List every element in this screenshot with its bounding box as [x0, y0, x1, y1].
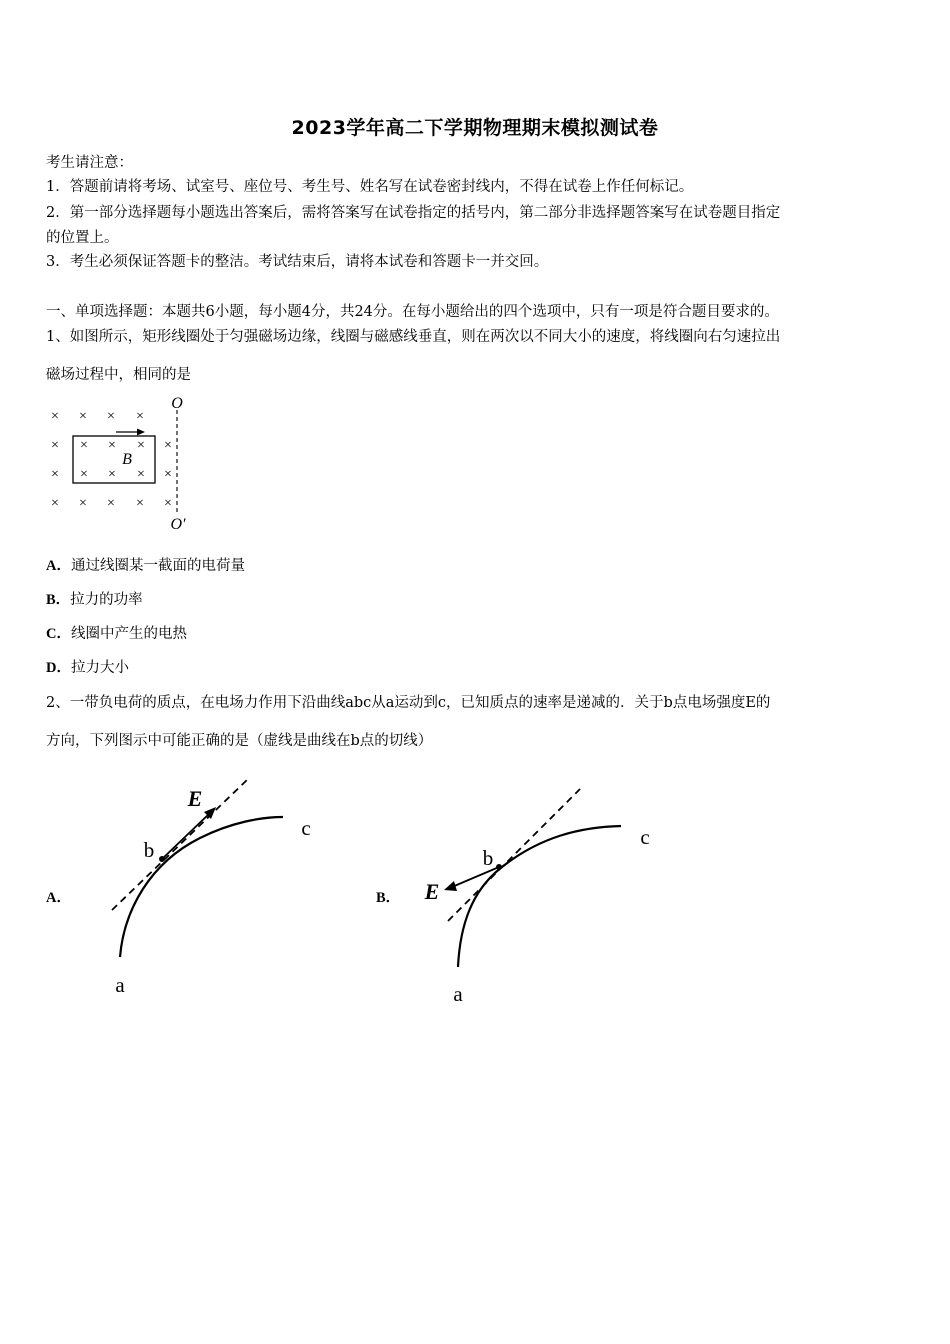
label-e: E	[424, 879, 440, 904]
tangent-dashed-line	[448, 789, 580, 921]
q2-stem-line2: 方向，下列图示中可能正确的是（虚线是曲线在b点的切线）	[46, 733, 433, 749]
notice-item: 1．答题前请将考场、试室号、座位号、考生号、姓名写在试卷密封线内，不得在试卷上作任何标记。	[46, 179, 694, 195]
field-mark: ×	[136, 496, 144, 511]
q2-figure-option-a	[100, 775, 340, 1005]
field-mark: ×	[164, 438, 172, 453]
q2-stem-line1: 2、一带负电荷的质点，在电场力作用下沿曲线abc从a运动到c，已知质点的速率是递减的．关于b点电场强度E的	[46, 695, 771, 711]
q1-stem-line1: 1、如图所示，矩形线圈处于匀强磁场边缘，线圈与磁感线垂直，则在两次以不同大小的速度，将线圈向右匀速拉出	[46, 329, 781, 345]
label-b: b	[482, 846, 494, 870]
field-vector-arrowhead	[444, 881, 457, 891]
field-mark: ×	[80, 467, 88, 482]
label-e: E	[187, 786, 203, 811]
q1-figure-magnetic-field	[44, 390, 204, 535]
axis-label-bottom: O′	[170, 516, 186, 533]
q1-option-a: A．通过线圈某一截面的电荷量	[46, 558, 245, 574]
label-a: a	[115, 973, 125, 997]
q1-stem-line2: 磁场过程中，相同的是	[46, 367, 191, 383]
label-c: c	[301, 816, 311, 840]
field-mark: ×	[80, 438, 88, 453]
q1-option-c: C．线圈中产生的电热	[46, 626, 187, 642]
point-b-dot	[159, 856, 165, 862]
tangent-dashed-line	[112, 779, 248, 910]
field-mark: ×	[137, 467, 145, 482]
field-label: B	[122, 451, 132, 468]
label-c: c	[640, 825, 650, 849]
field-mark: ×	[136, 409, 144, 424]
field-mark: ×	[51, 496, 59, 511]
notice-item: 3．考生必须保证答题卡的整洁。考试结束后，请将本试卷和答题卡一并交回。	[46, 254, 549, 270]
field-mark: ×	[164, 467, 172, 482]
field-mark: ×	[107, 409, 115, 424]
q2-option-b-label: B．	[376, 890, 401, 906]
field-mark: ×	[108, 467, 116, 482]
field-mark: ×	[107, 496, 115, 511]
label-a: a	[453, 982, 463, 1006]
page-title: 2023学年高二下学期物理期末模拟测试卷	[291, 117, 659, 139]
velocity-arrowhead	[137, 429, 145, 436]
notice-heading: 考生请注意：	[46, 155, 133, 171]
q2-option-a-label: A．	[46, 890, 71, 906]
field-mark: ×	[51, 438, 59, 453]
field-mark: ×	[164, 496, 172, 511]
q2-figure-option-b	[410, 775, 670, 1010]
label-b: b	[143, 838, 155, 862]
field-mark: ×	[51, 409, 59, 424]
field-mark: ×	[79, 409, 87, 424]
q1-option-b: B．拉力的功率	[46, 592, 143, 608]
section-header: 一、单项选择题：本题共6小题，每小题4分，共24分。在每小题给出的四个选项中，只有一项是符合题目要求的。	[46, 304, 779, 320]
axis-label-top: O	[171, 395, 183, 412]
field-mark: ×	[108, 438, 116, 453]
point-b-dot	[496, 864, 502, 870]
field-mark: ×	[137, 438, 145, 453]
q1-option-d: D．拉力大小	[46, 660, 129, 676]
field-mark: ×	[51, 467, 59, 482]
notice-item: 的位置上。	[46, 230, 119, 246]
notice-item: 2．第一部分选择题每小题选出答案后，需将答案写在试卷指定的括号内，第二部分非选择题答案写在试卷题目指定	[46, 205, 781, 221]
field-mark: ×	[79, 496, 87, 511]
